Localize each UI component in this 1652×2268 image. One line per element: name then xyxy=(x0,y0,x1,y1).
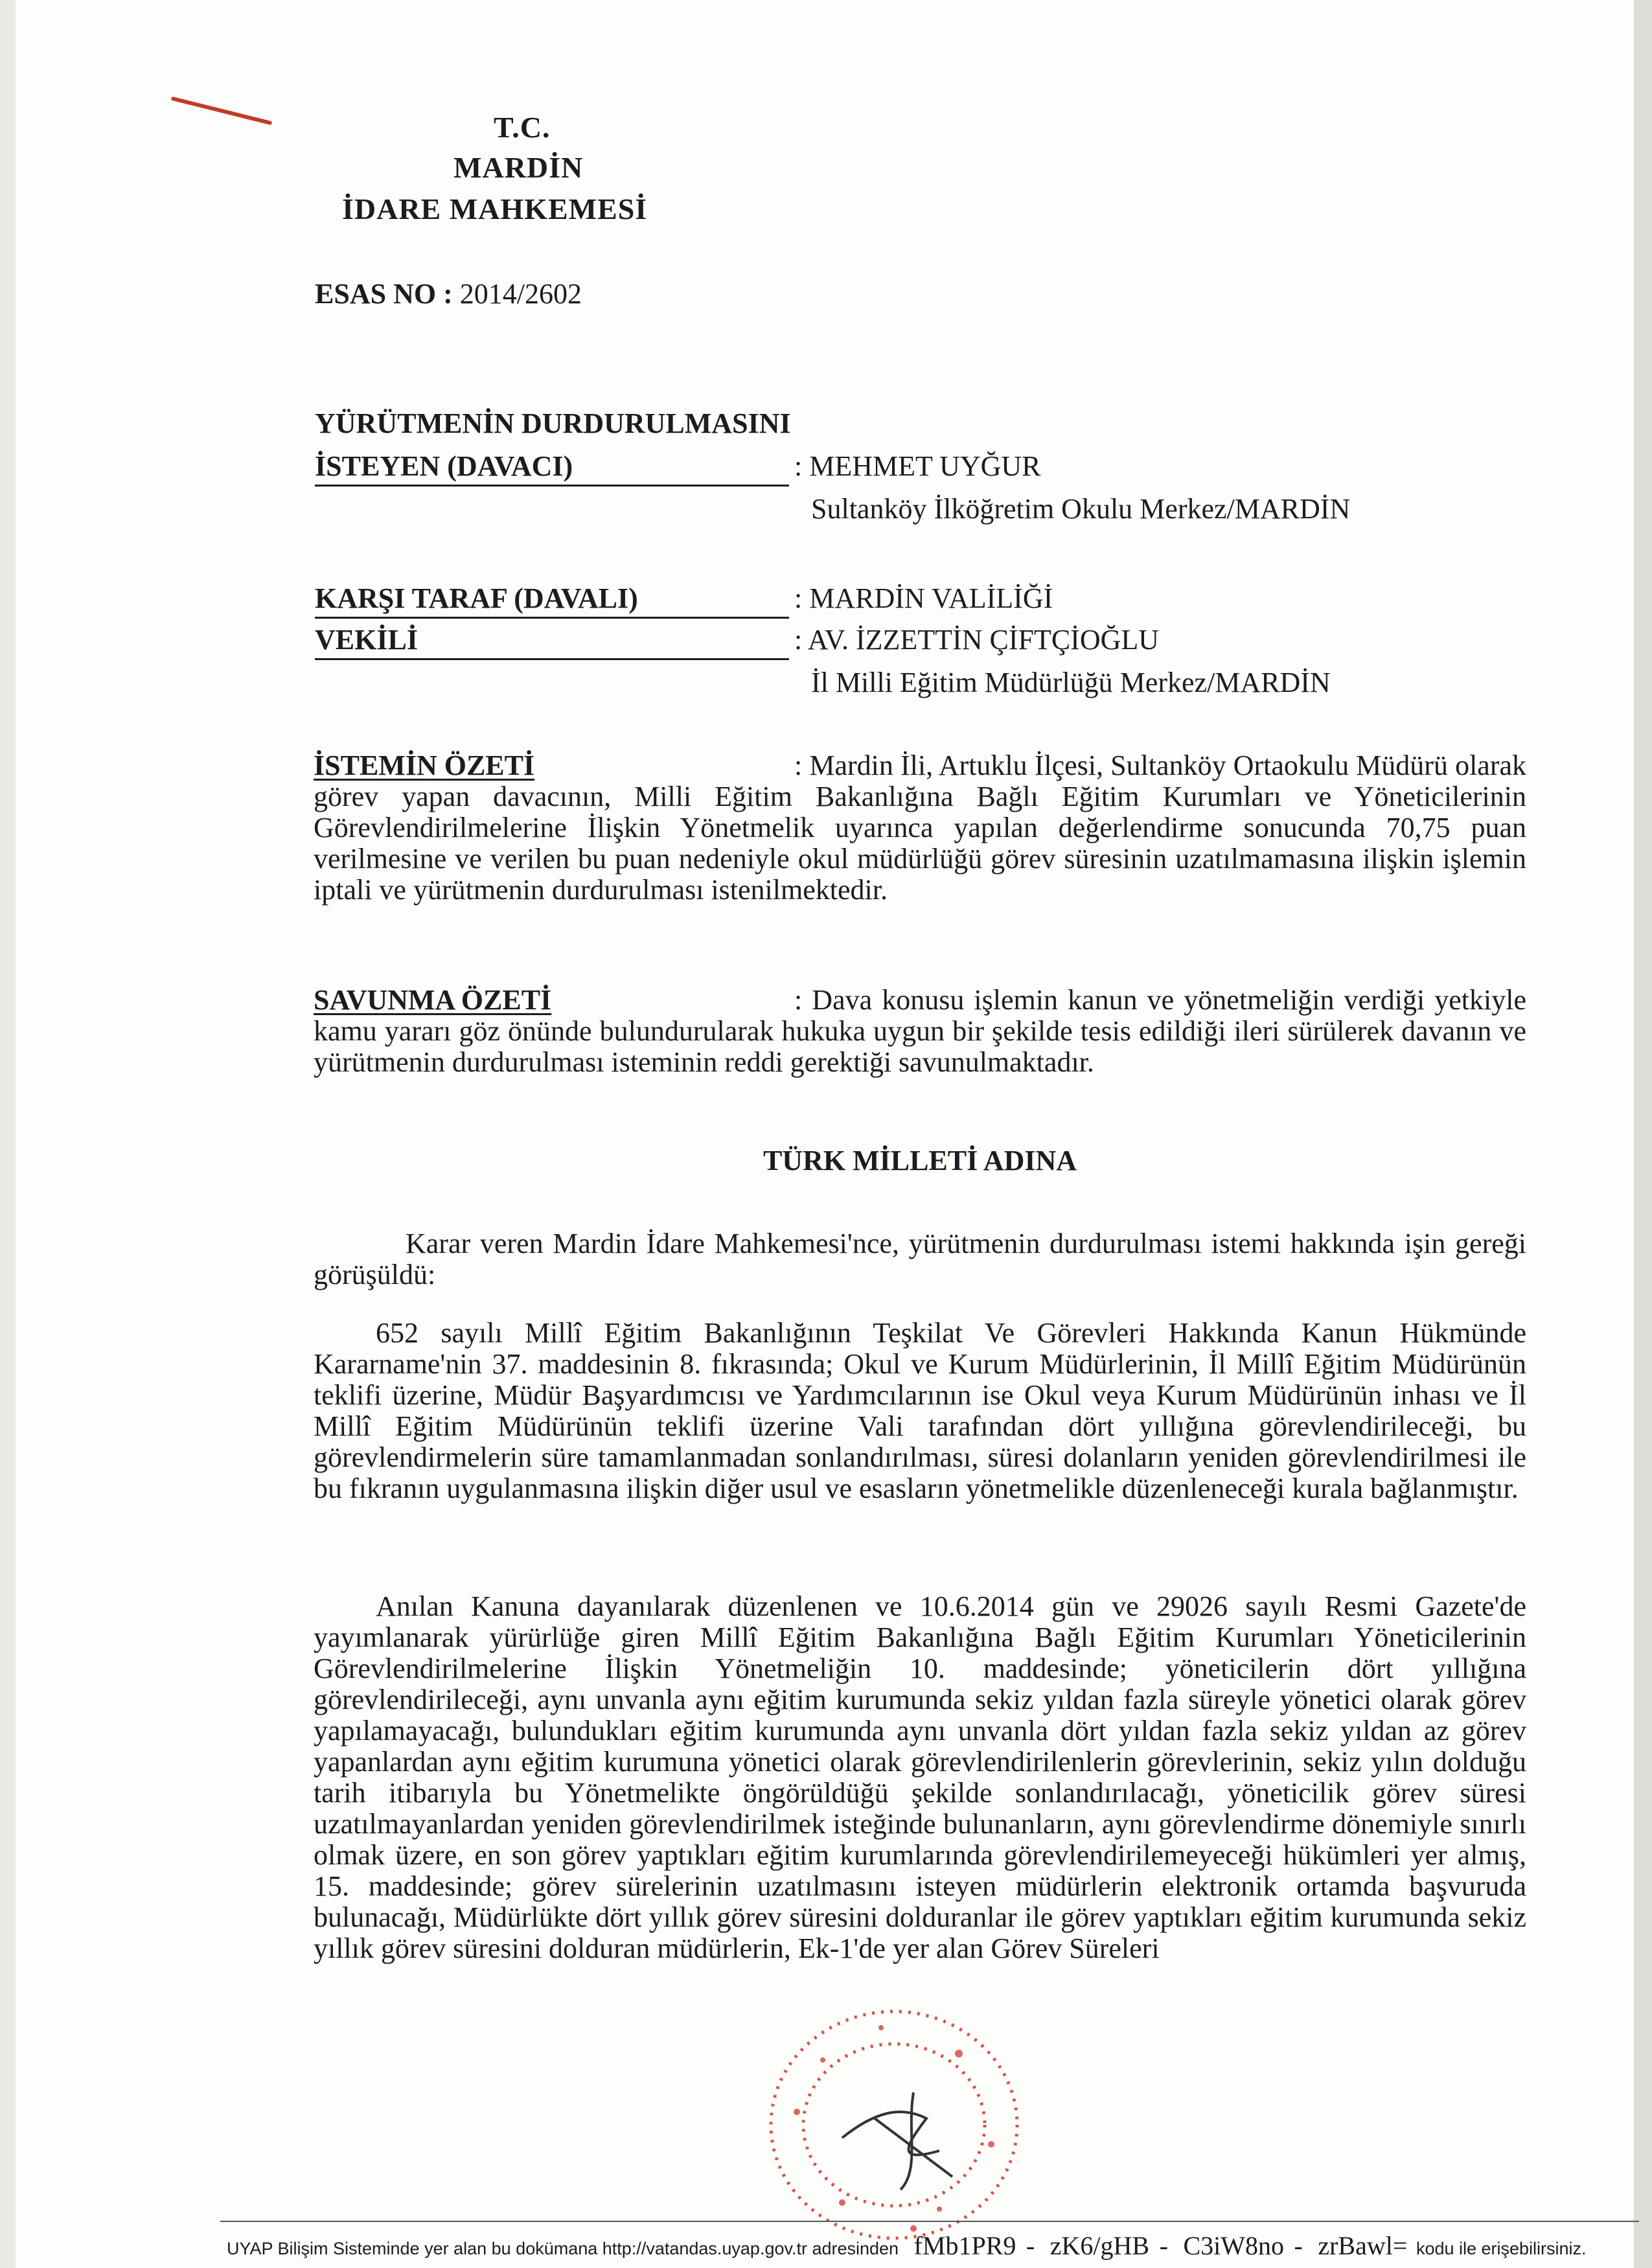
vekili-label: VEKİLİ xyxy=(315,624,418,656)
karsi-taraf-name: : MARDİN VALİLİĞİ xyxy=(794,582,1053,614)
footer-dash-2: - xyxy=(1159,2231,1168,2260)
case-number xyxy=(315,277,582,310)
body-paragraph-3 xyxy=(314,1591,1526,1964)
isteyen-address: Sultanköy İlköğretim Okulu Merkez/MARDİN xyxy=(811,493,1351,525)
istem-label: İSTEMİN ÖZETİ xyxy=(314,750,535,781)
vekili-address: İl Milli Eğitim Müdürlüğü Merkez/MARDİN xyxy=(811,667,1331,698)
body-paragraph-2-text: 652 sayılı Millî Eğitim Bakanlığının Teşkilat Ve Görevleri Hakkında Kanun Hükmünde Kararname'nin 37. maddesinin 8. fıkrasında; Okul ve Kurum Müdürlerinin, İl Millî Eğitim Müdürünün teklifi üzerine, Müdür Başyardımcısı ve Yardımcılarının ise Okul veya Kurum Müdürünün inhası ve İl Millî Eğitim Müdürünün teklifi üzerine Vali tarafından dört yıllığına görevlendirileceği, bu görevlendirmelerin süre tamamlanmadan sonlandırılması, süresi dolanların yeniden görevlendirilmesi ile bu fıkranın uygulanmasına ilişkin diğer usul ve esasların yönetmelikle düzenleneceği kurala bağlanmıştır. xyxy=(314,1317,1526,1504)
footer-dash-1: - xyxy=(1026,2231,1035,2260)
header-court: İDARE MAHKEMESİ xyxy=(342,192,648,225)
footer-dash-3: - xyxy=(1294,2231,1303,2260)
case-number-sep: : xyxy=(443,278,453,310)
scan-edge-right xyxy=(1634,0,1652,2268)
footer xyxy=(227,2230,1639,2261)
footer-text: UYAP Bilişim Sisteminde yer alan bu dokümana http://vatandas.uyap.gov.tr adresinden xyxy=(227,2239,899,2258)
body-paragraph-3-text: Anılan Kanuna dayanılarak düzenlenen ve 10.6.2014 gün ve 29026 sayılı Resmi Gazete'de yayımlanarak yürürlüğe giren Millî Eğitim Bakanlığına Bağlı Eğitim Kurumları Yöneticilerinin Görevlendirilmelerine İlişkin Yönetmeliğin 10. maddesinde; yöneticilerin dört yıllığına görevlendirileceği, aynı unvanla aynı eğitim kurumunda sekiz yıldan fazla süreyle yönetici olarak görev yapılamayacağı, bulundukları eğitim kurumunda aynı unvanla dört yıldan fazla sekiz yıldan az görev yapanlardan aynı eğitim kurumuna yönetici olarak görevlendirilenlerin görevlerinin, sekiz yılın dolduğu tarih itibarıyla bu Yönetmelikte öngörüldüğü şekilde sonlandırılacağı, yöneticilik görev süresi uzatılmayanlardan yeniden görevlendirilmek isteğinde bulunanların, aynı görevlendirme dönemiyle sınırlı olmak üzere, en son görev yaptıkları eğitim kurumlarında görevlendirilemeyeceği hükümleri yer almış, 15. maddesinde; görev sürelerinin uzatılmasını isteyen müdürlerin elektronik ortamda başvuruda bulunacağı, Müdürlükte dört yıllık görev süresini dolduranlar ile görev yaptıkları eğitim kurumunda sekiz yıllık görev süresini dolduran müdürlerin, Ek-1'de yer alan Görev Süreleri xyxy=(314,1590,1526,1964)
red-seal-stamp xyxy=(745,1982,1043,2261)
yurutme-label: YÜRÜTMENİN DURDURULMASINI xyxy=(315,407,791,439)
case-number-label: ESAS NO xyxy=(315,278,437,310)
footer-code-3: C3iW8no xyxy=(1183,2231,1284,2260)
footer-code-2: zK6/gHB xyxy=(1050,2231,1150,2260)
istem-text: : Mardin İli, Artuklu İlçesi, Sultanköy Ortaokulu Müdürü olarak görev yapan davacının, Milli Eğitim Bakanlığına Bağlı Eğitim Kurumları ve Yöneticilerinin Görevlendirilmelerine İlişkin Yönetmelik uyarınca yapılan değerlendirme sonucunda 70,75 puan verilmesine ve verilen bu puan nedeniyle okul müdürlüğü görev süresinin uzatılmamasına ilişkin işlemin iptali ve yürütmenin durdurulması istenilmektedir. xyxy=(314,750,1526,906)
footer-divider xyxy=(220,2221,1639,2222)
vekili-underline xyxy=(315,658,789,660)
verdict-title: TÜRK MİLLETİ ADINA xyxy=(763,1145,1077,1176)
karsi-taraf-underline xyxy=(315,617,789,619)
isteyen-label: İSTEYEN (DAVACI) xyxy=(315,450,573,482)
red-pen-mark xyxy=(171,97,273,126)
istem-section xyxy=(314,750,1526,906)
karsi-taraf-label: KARŞI TARAF (DAVALI) xyxy=(315,582,638,614)
savunma-text: : Dava konusu işlemin kanun ve yönetmeliğin verdiği yetkiyle kamu yararı göz önünde bulundurularak hukuka uygun bir şekilde tesis edildiği ileri sürülerek davanın ve yürütmenin durdurulması isteminin reddi gerektiği savunulmaktadır. xyxy=(314,984,1526,1078)
case-number-value: 2014/2602 xyxy=(459,278,582,310)
footer-code-4: zrBawl= xyxy=(1318,2231,1408,2260)
vekili-name: : AV. İZZETTİN ÇİFTÇİOĞLU xyxy=(794,624,1160,656)
scan-edge-left xyxy=(0,0,16,2268)
body-paragraph-1 xyxy=(314,1228,1526,1290)
footer-code-1: fMb1PR9 xyxy=(913,2231,1016,2260)
savunma-label: SAVUNMA ÖZETİ xyxy=(314,984,552,1016)
savunma-section xyxy=(314,985,1526,1078)
body-paragraph-1-text: Karar veren Mardin İdare Mahkemesi'nce, yürütmenin durdurulması istemi hakkında işin gereği görüşüldü: xyxy=(314,1228,1526,1290)
isteyen-underline xyxy=(315,485,789,487)
footer-suffix: kodu ile erişebilirsiniz. xyxy=(1416,2239,1587,2258)
header-city: MARDİN xyxy=(453,151,584,184)
isteyen-name: : MEHMET UYĞUR xyxy=(794,450,1041,482)
body-paragraph-2 xyxy=(314,1318,1526,1504)
header-tc: T.C. xyxy=(494,111,551,144)
